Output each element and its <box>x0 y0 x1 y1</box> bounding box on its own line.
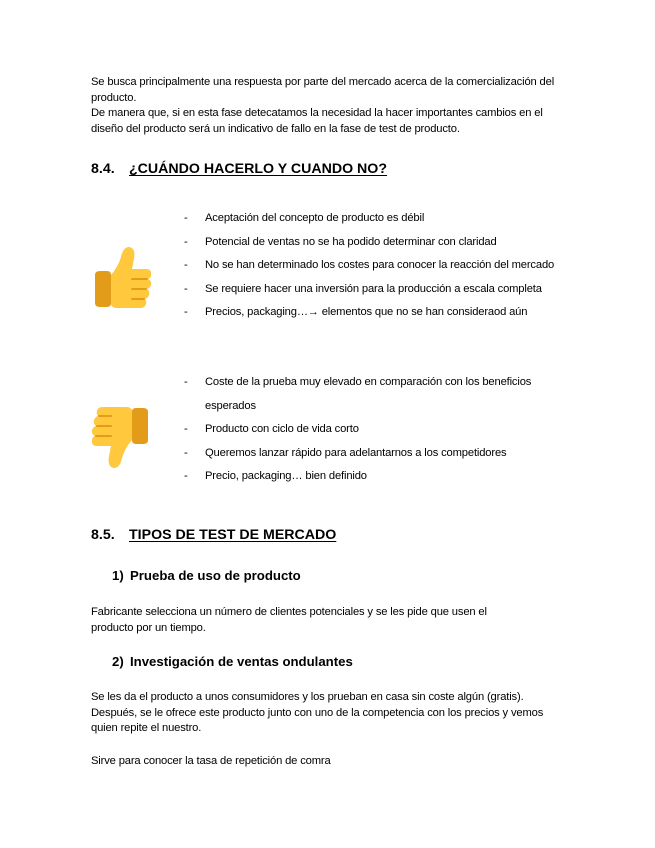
paragraph-text: Fabricante selecciona un número de clientes potenciales y se les pide que usen el producto por un tiempo. <box>91 606 487 634</box>
section-heading-8-4 <box>91 161 387 177</box>
section-title: ¿CUÁNDO HACERLO Y CUANDO NO? <box>129 161 388 177</box>
subsection-1-paragraph <box>91 605 531 636</box>
section-number: 8.5. <box>91 527 115 543</box>
intro-line-1: Se busca principalmente una respuesta por parte del mercado acerca de la comercialización del producto. <box>91 76 555 104</box>
paragraph-text: Se les da el producto a unos consumidores y los prueban en casa sin coste algún (gratis). Después, se le ofrece este producto junto con uno de la competencia con los precios y vemos quien repite el nuestro. <box>91 691 544 734</box>
when-to-test-list <box>184 207 604 325</box>
list-item-text: Producto con ciclo de vida corto <box>205 423 359 436</box>
list-item: - Precios, packaging…→ elementos que no se han consideraod aún <box>184 306 528 319</box>
section-title: TIPOS DE TEST DE MERCADO <box>129 527 337 543</box>
subsection-2-paragraph <box>91 690 561 737</box>
list-item: - No se han determinado los costes para conocer la reacción del mercado <box>184 259 555 272</box>
subsection-heading-1 <box>112 568 301 583</box>
section-heading-8-5 <box>91 527 336 543</box>
thumbs-up-icon <box>91 241 155 311</box>
subsection-title: Investigación de ventas ondulantes <box>130 654 353 669</box>
list-item-text: Queremos lanzar rápido para adelantarnos a los competidores <box>205 446 507 459</box>
list-item: - Potencial de ventas no se ha podido determinar con claridad <box>184 235 497 248</box>
intro-line-2: De manera que, si en esta fase detecatamos la necesidad la hacer importantes cambios en el diseño del producto será un indicativo de fallo en la fase de test de producto. <box>91 107 543 135</box>
subsection-2-note <box>91 754 571 770</box>
list-item-text: No se han determinado los costes para conocer la reacción del mercado <box>205 259 555 272</box>
list-item: - Queremos lanzar rápido para adelantarnos a los competidores <box>184 446 507 459</box>
list-item-text-suffix: elementos que no se han consideraod aún <box>318 306 528 319</box>
list-item-text: Se requiere hacer una inversión para la producción a escala completa <box>205 282 542 295</box>
list-item: - Precio, packaging… bien definido <box>184 470 367 483</box>
subsection-title: Prueba de uso de producto <box>130 568 301 583</box>
list-item: - Aceptación del concepto de producto es débil <box>184 212 425 224</box>
section-number: 8.4. <box>91 161 115 177</box>
thumbs-down-icon <box>88 404 152 474</box>
paragraph-text: Sirve para conocer la tasa de repetición de comra <box>91 755 331 767</box>
list-item: - Se requiere hacer una inversión para la producción a escala completa <box>184 282 542 295</box>
subsection-number: 1) <box>112 568 124 583</box>
list-item-text: Potencial de ventas no se ha podido determinar con claridad <box>205 235 497 248</box>
list-item: - Producto con ciclo de vida corto <box>184 423 359 436</box>
arrow-right-icon: → <box>307 306 319 319</box>
list-item-text: Aceptación del concepto de producto es débil <box>205 212 425 224</box>
list-item: - Coste de la prueba muy elevado en comparación con los beneficios esperados <box>184 376 532 412</box>
intro-paragraph <box>91 75 566 137</box>
subsection-heading-2 <box>112 654 353 669</box>
list-item-text-prefix: Precios, packaging… <box>205 306 308 319</box>
subsection-number: 2) <box>112 654 124 669</box>
list-item-text: Precio, packaging… bien definido <box>205 470 367 483</box>
list-item-text: Coste de la prueba muy elevado en comparación con los beneficios esperados <box>205 376 532 412</box>
when-not-to-test-list <box>184 371 559 489</box>
